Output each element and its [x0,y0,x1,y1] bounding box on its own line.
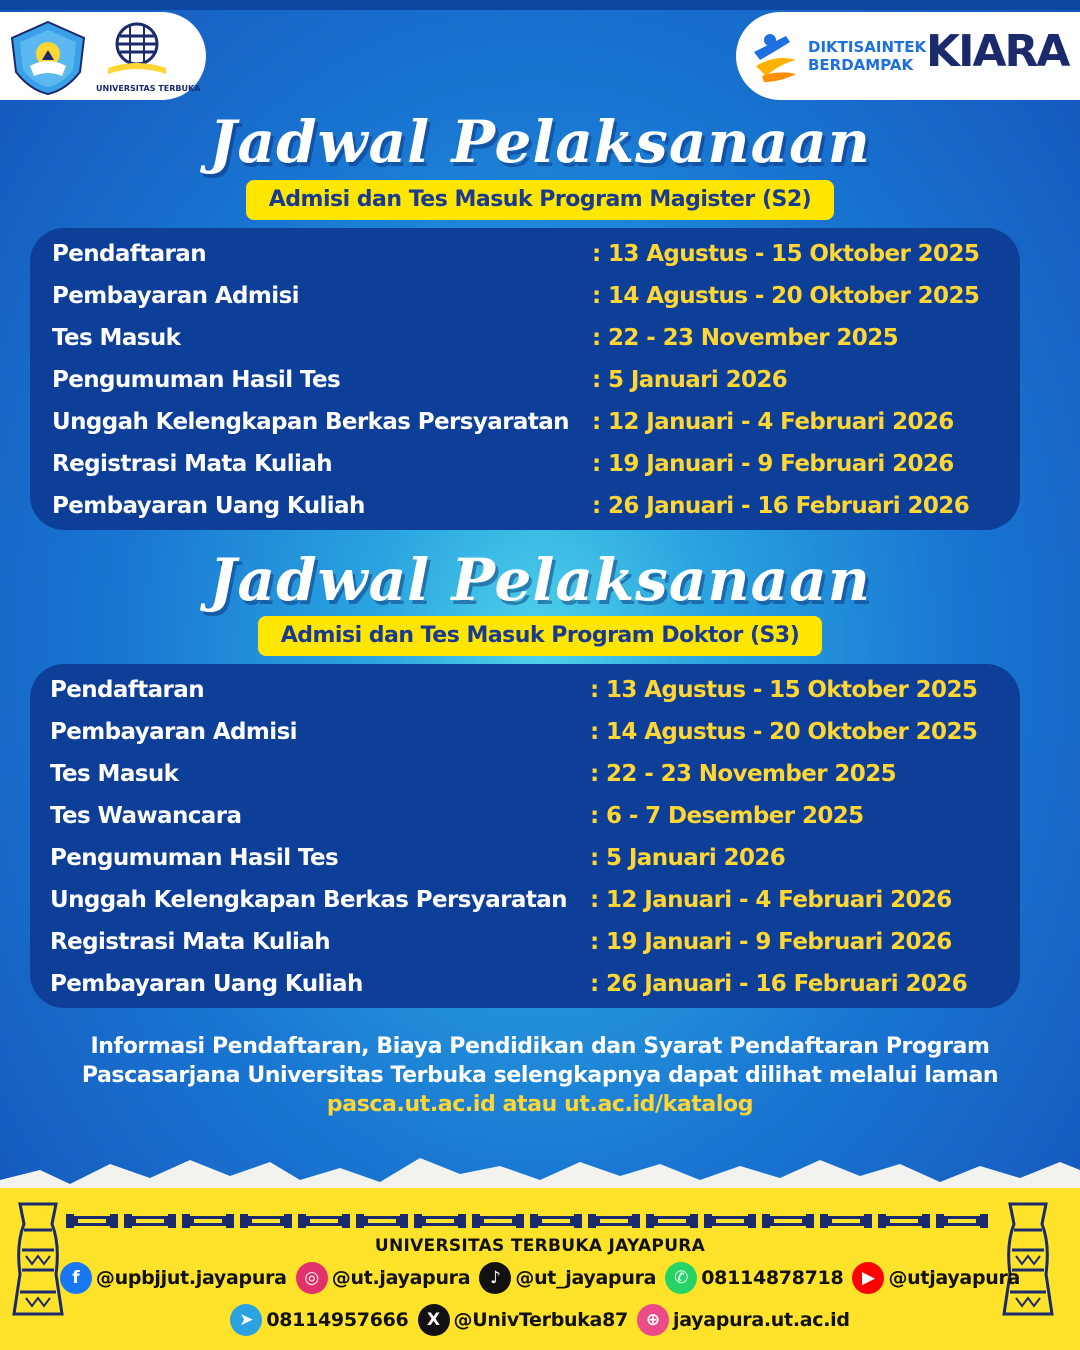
s3-row [30,795,1020,837]
info-line-2: Pascasarjana Universitas Terbuka selengkapnya dapat dilihat melalui laman [81,1063,999,1088]
youtube-icon: ▶ [852,1262,884,1294]
row-value: : 14 Agustus - 20 Oktober 2025 [590,719,978,745]
row-value: : 19 Januari - 9 Februari 2026 [590,929,952,955]
row-label: Pembayaran Admisi [52,283,299,309]
social-whatsapp[interactable] [665,1262,843,1294]
social-facebook[interactable] [60,1262,287,1294]
universitas-terbuka-logo-icon [100,20,174,78]
row-label: Tes Masuk [52,325,181,351]
social-instagram[interactable] [296,1262,471,1294]
s2-subtitle: Admisi dan Tes Masuk Program Magister (S2) [246,180,834,220]
row-value: : 22 - 23 November 2025 [590,761,897,787]
row-value: : 26 Januari - 16 Februari 2026 [592,493,970,519]
row-label: Pendaftaran [50,677,204,703]
tifa-drum-right-icon [1000,1200,1056,1320]
row-value: : 19 Januari - 9 Februari 2026 [592,451,954,477]
header-logos-right [736,12,1080,100]
tifa-drum-pattern-icon [66,1208,1016,1234]
row-label: Registrasi Mata Kuliah [50,929,330,955]
s2-title: Jadwal Pelaksanaan [209,108,871,176]
row-label: Pembayaran Uang Kuliah [50,971,363,997]
social-handle: @UnivTerbuka87 [453,1309,628,1331]
social-handle: 08114878718 [701,1267,844,1289]
s2-row [30,443,1020,485]
s2-schedule-box [30,228,1020,530]
s2-row [30,233,1020,275]
row-value: : 6 - 7 Desember 2025 [590,803,864,829]
s3-row [30,669,1020,711]
row-value: : 14 Agustus - 20 Oktober 2025 [592,283,980,309]
row-value: : 26 Januari - 16 Februari 2026 [590,971,968,997]
social-handle: @ut_jayapura [515,1267,657,1289]
s2-row [30,317,1020,359]
social-x[interactable] [418,1304,628,1336]
row-label: Pembayaran Uang Kuliah [52,493,365,519]
instagram-icon: ◎ [296,1262,328,1294]
ut-logo-caption: UNIVERSITAS TERBUKA [96,84,201,93]
diktisaintek-text [808,38,926,74]
row-label: Unggah Kelengkapan Berkas Persyaratan [52,409,569,435]
header-logos-left [0,12,206,100]
row-label: Registrasi Mata Kuliah [52,451,332,477]
info-text [40,1032,1040,1119]
s3-subtitle: Admisi dan Tes Masuk Program Doktor (S3) [258,616,822,656]
telegram-icon: ➤ [230,1304,262,1336]
info-line-1: Informasi Pendaftaran, Biaya Pendidikan dan Syarat Pendaftaran Program [90,1034,990,1059]
row-value: : 5 Januari 2026 [592,367,788,393]
row-value: : 5 Januari 2026 [590,845,786,871]
row-value: : 13 Agustus - 15 Oktober 2025 [592,241,980,267]
social-handle: jayapura.ut.ac.id [673,1309,850,1331]
info-link[interactable]: pasca.ut.ac.id atau ut.ac.id/katalog [326,1092,754,1117]
website-icon: ⊕ [637,1304,669,1336]
row-label: Pendaftaran [52,241,206,267]
kiara-logo: KIARA [926,26,1069,77]
facebook-icon: f [60,1262,92,1294]
row-label: Pembayaran Admisi [50,719,297,745]
footer-title: UNIVERSITAS TERBUKA JAYAPURA [374,1236,706,1256]
social-youtube[interactable] [852,1262,1020,1294]
x-icon: X [418,1304,450,1336]
social-tiktok[interactable] [479,1262,656,1294]
row-value: : 22 - 23 November 2025 [592,325,899,351]
social-handle: @ut.jayapura [331,1267,471,1289]
whatsapp-icon: ✆ [665,1262,697,1294]
s2-row [30,359,1020,401]
s2-row [30,275,1020,317]
s3-title: Jadwal Pelaksanaan [209,546,871,614]
social-handle: @utjayapura [888,1267,1021,1289]
row-label: Pengumuman Hasil Tes [52,367,341,393]
row-label: Pengumuman Hasil Tes [50,845,339,871]
s3-row [30,879,1020,921]
tutwuri-logo-icon [8,20,88,96]
row-label: Unggah Kelengkapan Berkas Persyaratan [50,887,567,913]
tifa-drum-left-icon [10,1200,66,1320]
row-value: : 12 Januari - 4 Februari 2026 [592,409,954,435]
row-value: : 13 Agustus - 15 Oktober 2025 [590,677,978,703]
diktisaintek-logo-icon [750,30,800,84]
social-handle: 08114957666 [266,1309,409,1331]
s2-row [30,401,1020,443]
s3-row [30,837,1020,879]
s3-row [30,963,1020,1005]
top-strip [0,0,1080,10]
socials-row-2 [0,1304,1080,1336]
row-value: : 12 Januari - 4 Februari 2026 [590,887,952,913]
social-handle: @upbjjut.jayapura [95,1267,287,1289]
row-label: Tes Wawancara [50,803,242,829]
s3-row [30,753,1020,795]
s2-row [30,485,1020,527]
dikti-line-1: DIKTISAINTEK [808,38,927,56]
socials-row-1 [0,1262,1080,1294]
tiktok-icon: ♪ [479,1262,511,1294]
dikti-line-2: BERDAMPAK [808,56,914,74]
s3-row [30,711,1020,753]
row-label: Tes Masuk [50,761,179,787]
s3-row [30,921,1020,963]
s3-schedule-box [30,664,1020,1008]
social-website[interactable] [637,1304,850,1336]
social-telegram[interactable] [230,1304,408,1336]
